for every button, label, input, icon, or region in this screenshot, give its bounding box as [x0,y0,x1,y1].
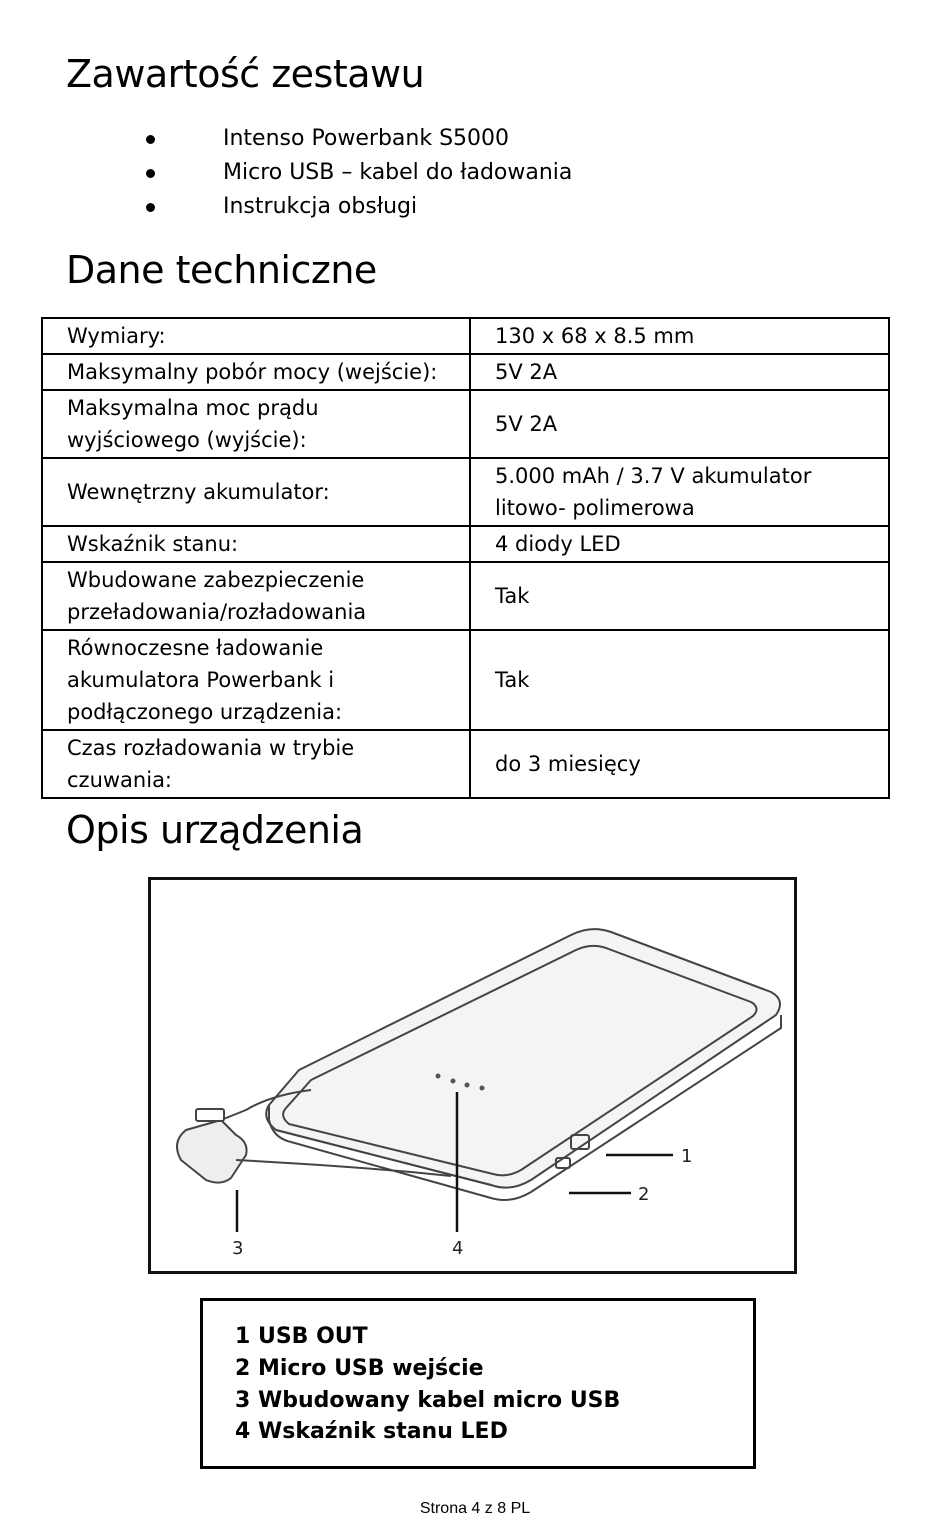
device-illustration [148,877,797,1274]
callout-label: 4 [452,1238,464,1259]
list-item [140,156,572,190]
callout-label: 3 [232,1238,244,1259]
section-title-description: Opis urządzenia [66,808,364,852]
table-row [42,458,889,526]
spec-label: Równoczesne ładowanie akumulatora Powerbank i podłączonego urządzenia: [42,630,470,730]
bullet-icon [146,135,155,144]
table-row [42,390,889,458]
spec-table [41,317,890,799]
spec-value: 4 diody LED [470,526,889,562]
spec-label: Czas rozładowania w trybie czuwania: [42,730,470,798]
table-row [42,318,889,354]
section-title-specs: Dane techniczne [66,248,377,292]
spec-label: Wbudowane zabezpieczenie przeładowania/rozładowania [42,562,470,630]
callout-label: 1 [681,1146,693,1167]
spec-label: Wewnętrzny akumulator: [42,458,470,526]
list-item-label: Intenso Powerbank S5000 [223,126,510,151]
legend-item: 1 USB OUT [235,1324,368,1349]
table-row [42,354,889,390]
bullet-icon [146,169,155,178]
list-item-label: Instrukcja obsługi [223,194,418,219]
page-footer: Strona 4 z 8 PL [419,1500,531,1517]
callout-label: 2 [638,1184,650,1205]
table-row [42,730,889,798]
powerbank-drawing [151,880,794,1271]
spec-label: Maksymalna moc prądu wyjściowego (wyjście): [42,390,470,458]
spec-value: 5V 2A [470,390,889,458]
list-item-label: Micro USB – kabel do ładowania [223,160,573,185]
section-title-contents: Zawartość zestawu [66,52,425,96]
legend-item: 2 Micro USB wejście [235,1356,484,1381]
contents-list [140,122,572,224]
spec-label: Wskaźnik stanu: [42,526,470,562]
spec-value: Tak [470,562,889,630]
table-row [42,630,889,730]
spec-label: Maksymalny pobór mocy (wejście): [42,354,470,390]
spec-label: Wymiary: [42,318,470,354]
legend-box [200,1298,756,1469]
list-item [140,190,572,224]
table-row [42,562,889,630]
table-row [42,526,889,562]
legend-item: 3 Wbudowany kabel micro USB [235,1388,621,1413]
spec-value: do 3 miesięcy [470,730,889,798]
spec-value: 5.000 mAh / 3.7 V akumulator litowo- polimerowa [470,458,889,526]
spec-value: 130 x 68 x 8.5 mm [470,318,889,354]
legend-item: 4 Wskaźnik stanu LED [235,1419,508,1444]
spec-value: Tak [470,630,889,730]
spec-value: 5V 2A [470,354,889,390]
bullet-icon [146,203,155,212]
list-item [140,122,572,156]
